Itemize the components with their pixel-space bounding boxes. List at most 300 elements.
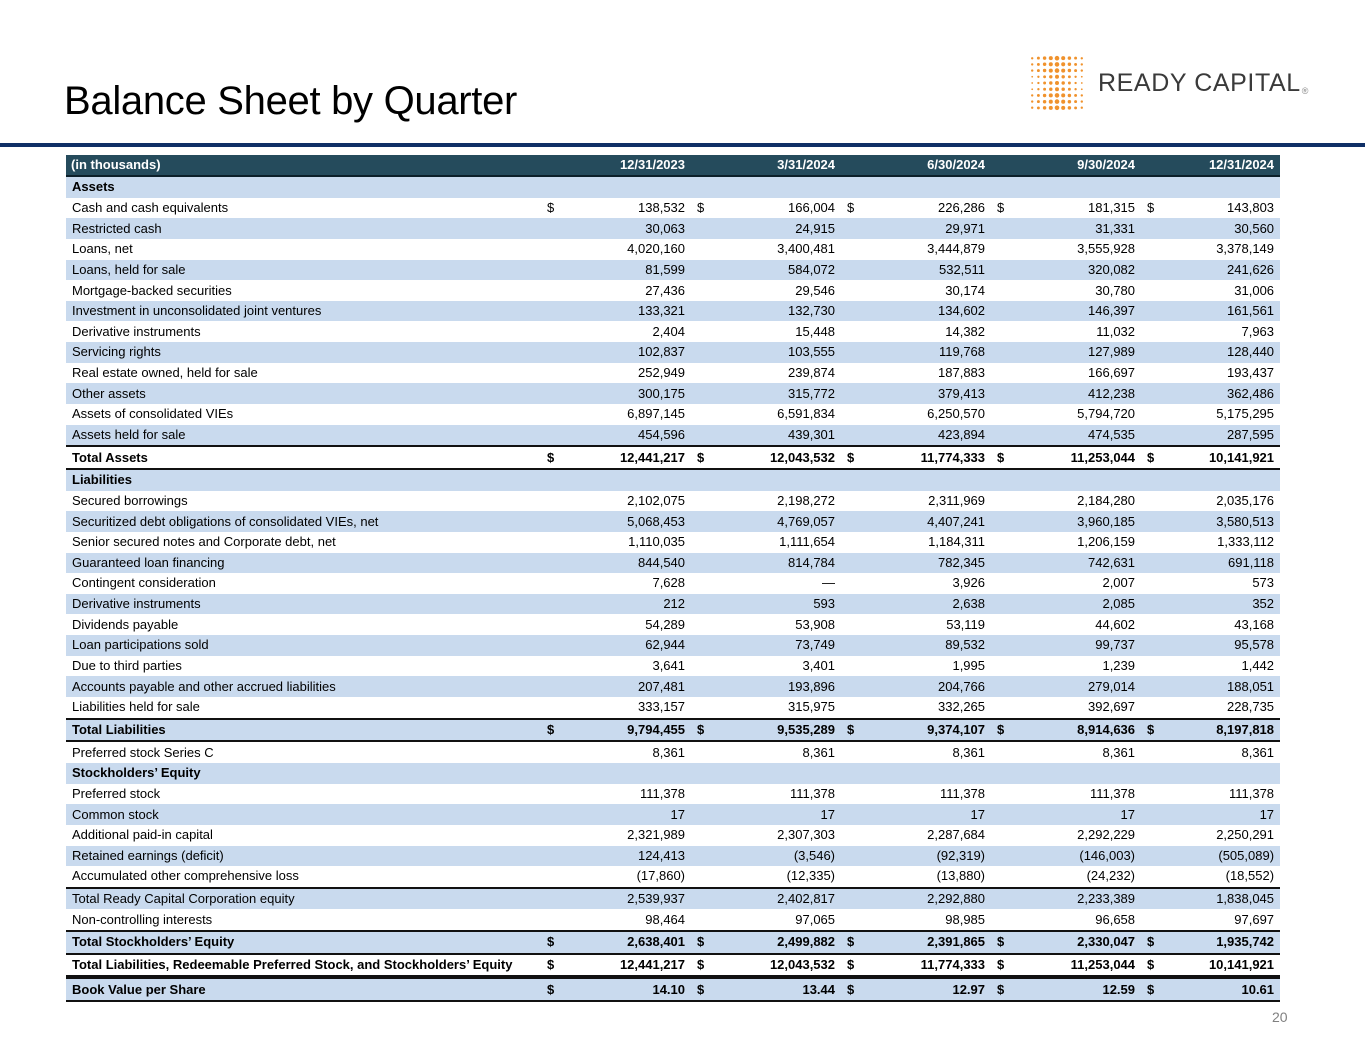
currency-symbol: $ xyxy=(691,446,707,469)
cell-value: 193,896 xyxy=(707,676,841,697)
cell-value: 212 xyxy=(557,594,691,615)
currency-symbol xyxy=(691,763,707,784)
row-label: Servicing rights xyxy=(66,342,541,363)
cell-value: 2,085 xyxy=(1007,594,1141,615)
currency-symbol xyxy=(991,342,1007,363)
row-label: Accounts payable and other accrued liabilities xyxy=(66,676,541,697)
cell-value: 2,007 xyxy=(1007,573,1141,594)
table-row xyxy=(66,404,1280,425)
row-label: Secured borrowings xyxy=(66,491,541,512)
cell-value: (13,880) xyxy=(857,866,991,888)
currency-symbol: $ xyxy=(841,931,857,954)
table-row xyxy=(66,741,1280,763)
row-label: Assets held for sale xyxy=(66,425,541,447)
cell-value: 3,401 xyxy=(707,656,841,677)
currency-symbol xyxy=(691,909,707,931)
currency-symbol xyxy=(841,676,857,697)
cell-value: 8,361 xyxy=(857,741,991,763)
currency-symbol xyxy=(991,804,1007,825)
cell-value: 2,330,047 xyxy=(1007,931,1141,954)
currency-symbol xyxy=(691,553,707,574)
currency-symbol xyxy=(541,404,557,425)
cell-value: 127,989 xyxy=(1007,342,1141,363)
currency-symbol xyxy=(691,866,707,888)
cell-value: 2,391,865 xyxy=(857,931,991,954)
cell-value xyxy=(857,469,991,491)
cell-value: 782,345 xyxy=(857,553,991,574)
table-row xyxy=(66,218,1280,239)
currency-symbol xyxy=(1141,784,1157,805)
cell-value: 97,065 xyxy=(707,909,841,931)
currency-symbol xyxy=(1141,697,1157,719)
currency-symbol xyxy=(691,280,707,301)
currency-symbol: $ xyxy=(841,446,857,469)
cell-value: 3,580,513 xyxy=(1157,511,1280,532)
section-header-row xyxy=(66,763,1280,784)
ready-capital-logo-icon xyxy=(1028,54,1086,112)
row-label: Common stock xyxy=(66,804,541,825)
row-label: Loans, net xyxy=(66,239,541,260)
cell-value: 8,361 xyxy=(1157,741,1280,763)
row-label: Total Liabilities xyxy=(66,719,541,742)
row-label: Non-controlling interests xyxy=(66,909,541,931)
currency-symbol xyxy=(1141,404,1157,425)
cell-value: 8,361 xyxy=(557,741,691,763)
cell-value: 2,292,229 xyxy=(1007,825,1141,846)
currency-symbol xyxy=(541,825,557,846)
cell-value: 3,960,185 xyxy=(1007,511,1141,532)
table-row xyxy=(66,425,1280,447)
currency-symbol: $ xyxy=(841,954,857,978)
cell-value: 166,004 xyxy=(707,198,841,219)
currency-symbol: $ xyxy=(991,719,1007,742)
cell-value: 8,197,818 xyxy=(1157,719,1280,742)
section-header-row xyxy=(66,176,1280,198)
row-label: Total Ready Capital Corporation equity xyxy=(66,888,541,910)
cell-value: 43,168 xyxy=(1157,614,1280,635)
cell-value: 54,289 xyxy=(557,614,691,635)
cell-value xyxy=(857,176,991,198)
currency-symbol: $ xyxy=(991,198,1007,219)
total-row xyxy=(66,954,1280,978)
cell-value: 12,043,532 xyxy=(707,954,841,978)
column-header-label: (in thousands) xyxy=(66,155,541,176)
currency-symbol xyxy=(1141,425,1157,447)
cell-value: 111,378 xyxy=(1007,784,1141,805)
cell-value: 252,949 xyxy=(557,363,691,384)
currency-symbol xyxy=(991,404,1007,425)
cell-value: 17 xyxy=(857,804,991,825)
cell-value: 439,301 xyxy=(707,425,841,447)
currency-symbol xyxy=(691,321,707,342)
cell-value: (146,003) xyxy=(1007,846,1141,867)
cell-value: 392,697 xyxy=(1007,697,1141,719)
cell-value: (12,335) xyxy=(707,866,841,888)
row-label: Cash and cash equivalents xyxy=(66,198,541,219)
cell-value: (92,319) xyxy=(857,846,991,867)
currency-symbol xyxy=(691,825,707,846)
cell-value: 73,749 xyxy=(707,635,841,656)
cell-value: 2,499,882 xyxy=(707,931,841,954)
cell-value: 2,311,969 xyxy=(857,491,991,512)
cell-value: 30,174 xyxy=(857,280,991,301)
currency-symbol xyxy=(691,260,707,281)
cell-value: 2,539,937 xyxy=(557,888,691,910)
table-row xyxy=(66,614,1280,635)
cell-value: 143,803 xyxy=(1157,198,1280,219)
cell-value: 10.61 xyxy=(1157,977,1280,1001)
cell-value xyxy=(707,176,841,198)
row-label: Loans, held for sale xyxy=(66,260,541,281)
registered-mark: ® xyxy=(1301,85,1310,96)
currency-symbol xyxy=(991,553,1007,574)
currency-symbol xyxy=(991,239,1007,260)
table-row xyxy=(66,383,1280,404)
currency-symbol: $ xyxy=(1141,446,1157,469)
currency-symbol xyxy=(1141,635,1157,656)
cell-value: 1,239 xyxy=(1007,656,1141,677)
cell-value: 29,546 xyxy=(707,280,841,301)
currency-symbol xyxy=(691,804,707,825)
row-label: Mortgage-backed securities xyxy=(66,280,541,301)
row-label: Derivative instruments xyxy=(66,321,541,342)
cell-value: 44,602 xyxy=(1007,614,1141,635)
currency-symbol xyxy=(691,697,707,719)
cell-value: 24,915 xyxy=(707,218,841,239)
cell-value: 30,560 xyxy=(1157,218,1280,239)
currency-symbol xyxy=(991,784,1007,805)
currency-symbol xyxy=(841,511,857,532)
cell-value: 2,250,291 xyxy=(1157,825,1280,846)
cell-value: 138,532 xyxy=(557,198,691,219)
cell-value: 14,382 xyxy=(857,321,991,342)
cell-value: 9,794,455 xyxy=(557,719,691,742)
column-header-q4-2023: 12/31/2023 xyxy=(541,155,691,176)
currency-symbol: $ xyxy=(841,198,857,219)
currency-symbol xyxy=(991,491,1007,512)
cell-value: 6,591,834 xyxy=(707,404,841,425)
currency-symbol xyxy=(691,846,707,867)
cell-value: 12.97 xyxy=(857,977,991,1001)
cell-value: (18,552) xyxy=(1157,866,1280,888)
header-divider xyxy=(0,143,1365,147)
currency-symbol xyxy=(1141,825,1157,846)
currency-symbol xyxy=(841,825,857,846)
currency-symbol xyxy=(841,866,857,888)
cell-value: 95,578 xyxy=(1157,635,1280,656)
total-row xyxy=(66,719,1280,742)
cell-value: — xyxy=(707,573,841,594)
cell-value: 2,035,176 xyxy=(1157,491,1280,512)
cell-value xyxy=(1007,176,1141,198)
currency-symbol xyxy=(1141,511,1157,532)
cell-value: 11,032 xyxy=(1007,321,1141,342)
currency-symbol xyxy=(841,383,857,404)
currency-symbol xyxy=(1141,342,1157,363)
cell-value: 5,175,295 xyxy=(1157,404,1280,425)
currency-symbol xyxy=(541,342,557,363)
row-label: Senior secured notes and Corporate debt, net xyxy=(66,532,541,553)
cell-value: 89,532 xyxy=(857,635,991,656)
cell-value: 2,307,303 xyxy=(707,825,841,846)
cell-value: 11,253,044 xyxy=(1007,954,1141,978)
currency-symbol xyxy=(541,676,557,697)
cell-value: 97,697 xyxy=(1157,909,1280,931)
total-row xyxy=(66,977,1280,1001)
currency-symbol: $ xyxy=(691,931,707,954)
cell-value: 9,374,107 xyxy=(857,719,991,742)
currency-symbol xyxy=(1141,846,1157,867)
cell-value: 532,511 xyxy=(857,260,991,281)
currency-symbol xyxy=(1141,888,1157,910)
currency-symbol xyxy=(841,239,857,260)
currency-symbol xyxy=(541,635,557,656)
table-row xyxy=(66,697,1280,719)
currency-symbol: $ xyxy=(1141,198,1157,219)
currency-symbol xyxy=(541,804,557,825)
cell-value: 53,908 xyxy=(707,614,841,635)
cell-value: 6,897,145 xyxy=(557,404,691,425)
column-header-q2-2024: 6/30/2024 xyxy=(841,155,991,176)
currency-symbol xyxy=(841,425,857,447)
cell-value: 8,361 xyxy=(1007,741,1141,763)
cell-value: 1,838,045 xyxy=(1157,888,1280,910)
cell-value xyxy=(707,763,841,784)
cell-value xyxy=(1157,176,1280,198)
cell-value: 96,658 xyxy=(1007,909,1141,931)
currency-symbol xyxy=(541,511,557,532)
currency-symbol xyxy=(841,404,857,425)
currency-symbol xyxy=(841,532,857,553)
currency-symbol xyxy=(991,635,1007,656)
currency-symbol xyxy=(691,383,707,404)
table-row xyxy=(66,363,1280,384)
cell-value: 228,735 xyxy=(1157,697,1280,719)
currency-symbol xyxy=(541,176,557,198)
cell-value: 3,641 xyxy=(557,656,691,677)
cell-value: 814,784 xyxy=(707,553,841,574)
cell-value: 691,118 xyxy=(1157,553,1280,574)
currency-symbol xyxy=(1141,321,1157,342)
table-row xyxy=(66,301,1280,322)
cell-value: 1,995 xyxy=(857,656,991,677)
row-label: Total Liabilities, Redeemable Preferred Stock, and Stockholders’ Equity xyxy=(66,954,541,978)
cell-value: 379,413 xyxy=(857,383,991,404)
cell-value: 362,486 xyxy=(1157,383,1280,404)
currency-symbol xyxy=(1141,804,1157,825)
currency-symbol xyxy=(1141,656,1157,677)
cell-value: 2,638,401 xyxy=(557,931,691,954)
cell-value: 98,464 xyxy=(557,909,691,931)
cell-value: (505,089) xyxy=(1157,846,1280,867)
currency-symbol xyxy=(841,321,857,342)
cell-value: 111,378 xyxy=(557,784,691,805)
currency-symbol xyxy=(991,363,1007,384)
cell-value: 352 xyxy=(1157,594,1280,615)
currency-symbol xyxy=(691,469,707,491)
table-row xyxy=(66,866,1280,888)
row-label: Contingent consideration xyxy=(66,573,541,594)
table-row xyxy=(66,239,1280,260)
row-label: Liabilities xyxy=(66,469,541,491)
cell-value: 128,440 xyxy=(1157,342,1280,363)
page-number: 20 xyxy=(1272,1009,1288,1025)
currency-symbol: $ xyxy=(691,954,707,978)
table-row xyxy=(66,491,1280,512)
cell-value xyxy=(1157,469,1280,491)
currency-symbol xyxy=(1141,176,1157,198)
currency-symbol xyxy=(991,218,1007,239)
row-label: Due to third parties xyxy=(66,656,541,677)
currency-symbol xyxy=(841,260,857,281)
balance-sheet-table xyxy=(66,155,1280,1002)
cell-value: 10,141,921 xyxy=(1157,446,1280,469)
cell-value: 13.44 xyxy=(707,977,841,1001)
currency-symbol xyxy=(691,301,707,322)
row-label: Investment in unconsolidated joint ventures xyxy=(66,301,541,322)
currency-symbol xyxy=(541,280,557,301)
currency-symbol xyxy=(1141,383,1157,404)
currency-symbol xyxy=(841,888,857,910)
cell-value xyxy=(707,469,841,491)
cell-value xyxy=(857,763,991,784)
cell-value: 9,535,289 xyxy=(707,719,841,742)
currency-symbol xyxy=(991,176,1007,198)
currency-symbol xyxy=(841,176,857,198)
cell-value: 7,628 xyxy=(557,573,691,594)
cell-value xyxy=(1007,469,1141,491)
cell-value: 3,378,149 xyxy=(1157,239,1280,260)
cell-value: 30,063 xyxy=(557,218,691,239)
currency-symbol: $ xyxy=(691,198,707,219)
currency-symbol xyxy=(1141,491,1157,512)
currency-symbol xyxy=(541,866,557,888)
currency-symbol xyxy=(691,176,707,198)
currency-symbol xyxy=(691,239,707,260)
currency-symbol xyxy=(691,404,707,425)
currency-symbol: $ xyxy=(691,977,707,1001)
cell-value: 14.10 xyxy=(557,977,691,1001)
currency-symbol xyxy=(541,614,557,635)
currency-symbol xyxy=(991,425,1007,447)
currency-symbol xyxy=(691,741,707,763)
table-row xyxy=(66,342,1280,363)
currency-symbol xyxy=(991,573,1007,594)
currency-symbol xyxy=(991,763,1007,784)
currency-symbol xyxy=(1141,676,1157,697)
currency-symbol xyxy=(1141,260,1157,281)
currency-symbol xyxy=(841,491,857,512)
cell-value: 2,184,280 xyxy=(1007,491,1141,512)
cell-value: 188,051 xyxy=(1157,676,1280,697)
cell-value: 133,321 xyxy=(557,301,691,322)
row-label: Restricted cash xyxy=(66,218,541,239)
row-label: Dividends payable xyxy=(66,614,541,635)
currency-symbol xyxy=(841,697,857,719)
row-label: Securitized debt obligations of consolidated VIEs, net xyxy=(66,511,541,532)
cell-value: 132,730 xyxy=(707,301,841,322)
currency-symbol xyxy=(841,342,857,363)
currency-symbol xyxy=(691,218,707,239)
currency-symbol xyxy=(691,363,707,384)
currency-symbol xyxy=(841,784,857,805)
currency-symbol xyxy=(541,383,557,404)
cell-value: 181,315 xyxy=(1007,198,1141,219)
currency-symbol xyxy=(991,260,1007,281)
currency-symbol: $ xyxy=(541,446,557,469)
cell-value: 3,400,481 xyxy=(707,239,841,260)
cell-value: 4,020,160 xyxy=(557,239,691,260)
currency-symbol xyxy=(541,260,557,281)
cell-value: 12,043,532 xyxy=(707,446,841,469)
currency-symbol xyxy=(541,594,557,615)
currency-symbol xyxy=(541,218,557,239)
currency-symbol: $ xyxy=(841,719,857,742)
cell-value: 111,378 xyxy=(707,784,841,805)
cell-value: 454,596 xyxy=(557,425,691,447)
currency-symbol xyxy=(1141,866,1157,888)
currency-symbol xyxy=(841,553,857,574)
cell-value: 187,883 xyxy=(857,363,991,384)
cell-value: 119,768 xyxy=(857,342,991,363)
currency-symbol xyxy=(1141,909,1157,931)
currency-symbol xyxy=(541,784,557,805)
currency-symbol: $ xyxy=(1141,719,1157,742)
currency-symbol xyxy=(691,676,707,697)
row-label: Retained earnings (deficit) xyxy=(66,846,541,867)
cell-value xyxy=(557,763,691,784)
cell-value: 287,595 xyxy=(1157,425,1280,447)
company-logo xyxy=(1028,54,1309,112)
cell-value: 5,068,453 xyxy=(557,511,691,532)
cell-value: 4,407,241 xyxy=(857,511,991,532)
row-label: Liabilities held for sale xyxy=(66,697,541,719)
table-body xyxy=(66,176,1280,1001)
row-label: Assets xyxy=(66,176,541,198)
table-row xyxy=(66,321,1280,342)
cell-value: 11,253,044 xyxy=(1007,446,1141,469)
cell-value: 7,963 xyxy=(1157,321,1280,342)
cell-value: 332,265 xyxy=(857,697,991,719)
currency-symbol xyxy=(841,804,857,825)
table-row xyxy=(66,804,1280,825)
currency-symbol: $ xyxy=(541,954,557,978)
cell-value: 3,444,879 xyxy=(857,239,991,260)
cell-value: 31,331 xyxy=(1007,218,1141,239)
currency-symbol xyxy=(991,697,1007,719)
currency-symbol xyxy=(991,846,1007,867)
cell-value xyxy=(1007,763,1141,784)
row-label: Total Stockholders’ Equity xyxy=(66,931,541,954)
cell-value: 111,378 xyxy=(1157,784,1280,805)
currency-symbol xyxy=(1141,218,1157,239)
cell-value: 111,378 xyxy=(857,784,991,805)
currency-symbol xyxy=(691,425,707,447)
cell-value: 17 xyxy=(1007,804,1141,825)
currency-symbol xyxy=(841,635,857,656)
currency-symbol xyxy=(541,573,557,594)
cell-value: 17 xyxy=(707,804,841,825)
logo-wordmark xyxy=(1098,69,1309,98)
currency-symbol xyxy=(841,614,857,635)
cell-value: 239,874 xyxy=(707,363,841,384)
currency-symbol xyxy=(1141,763,1157,784)
currency-symbol xyxy=(541,909,557,931)
cell-value: 2,287,684 xyxy=(857,825,991,846)
currency-symbol xyxy=(841,656,857,677)
currency-symbol xyxy=(541,532,557,553)
currency-symbol xyxy=(541,741,557,763)
